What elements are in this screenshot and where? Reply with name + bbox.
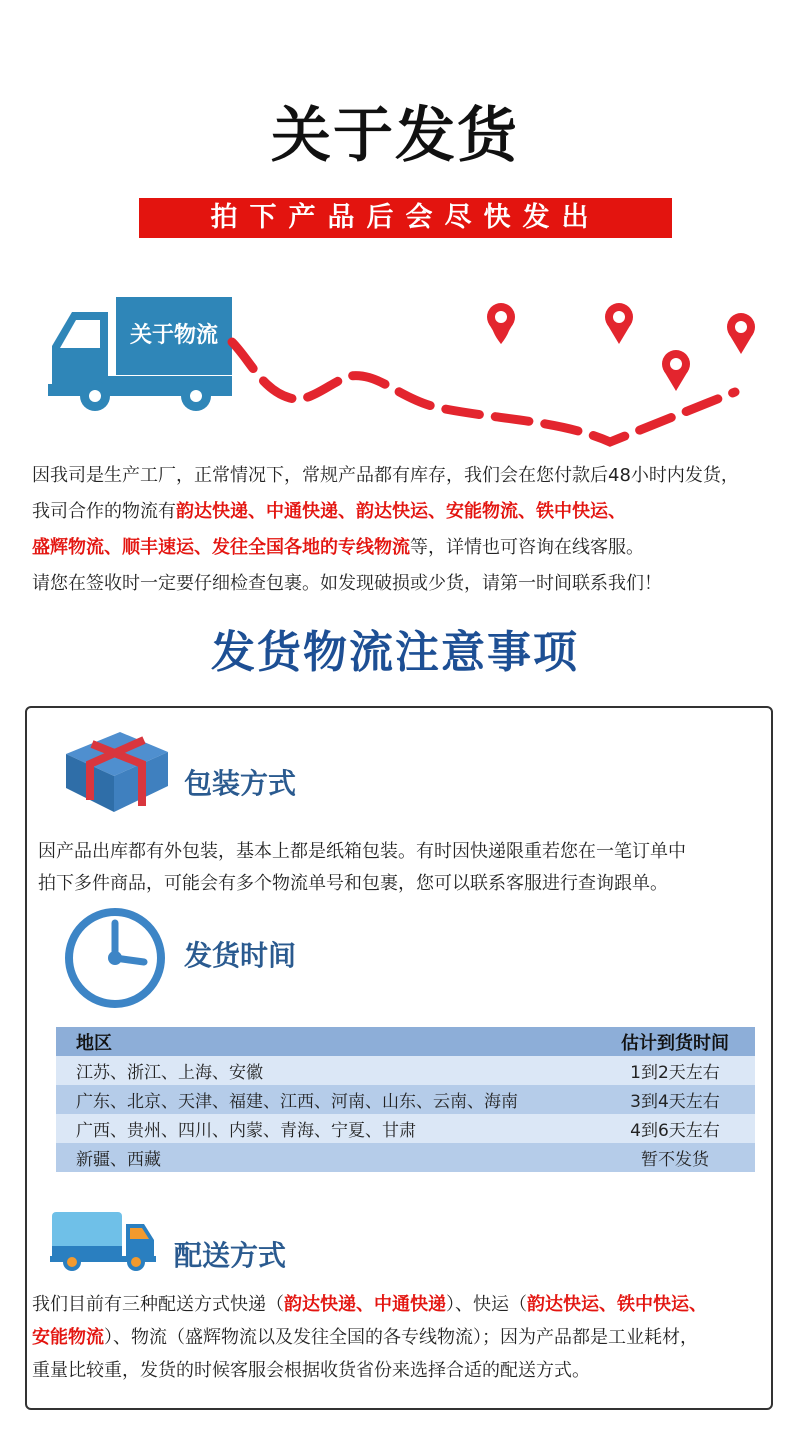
delivery-truck-icon	[48, 1206, 160, 1274]
shipping-method-heading: 配送方式	[174, 1239, 287, 1272]
truck-label: 关于物流	[129, 323, 218, 348]
package-icon	[62, 728, 172, 814]
packaging-text: 因产品出库都有外包装，基本上都是纸箱包装。有时因快递限重若您在一笔订单中 拍下多件商品，可能会有多个物流单号和包裹，您可以联系客服进行查询跟单。	[38, 841, 686, 894]
table-row: 广东、北京、天津、福建、江西、河南、山东、云南、海南 3到4天左右	[56, 1085, 755, 1114]
intro-line: 我司合作的物流有韵达快递、中通快递、韵达快运、安能物流、铁中快运、	[32, 501, 626, 522]
route-path	[232, 342, 735, 442]
clock-icon	[62, 905, 168, 1011]
intro-line: 因我司是生产工厂，正常情况下，常规产品都有库存，我们会在您付款后48小时内发货，	[32, 465, 739, 486]
page-title: 关于发货	[271, 101, 519, 171]
banner: 拍下产品后会尽快发出	[139, 198, 672, 238]
partner-list: 盛辉物流、顺丰速运、发往全国各地的专线物流	[32, 537, 410, 558]
table-row: 江苏、浙江、上海、安徽 1到2天左右	[56, 1056, 755, 1085]
column-header-region: 地区	[56, 1027, 595, 1056]
delivery-time-heading: 发货时间	[184, 939, 297, 972]
packaging-heading: 包装方式	[184, 767, 297, 800]
intro-line: 请您在签收时一定要仔细检查包裹。如发现破损或少货，请第一时间联系我们！	[32, 573, 662, 594]
delivery-time-table	[56, 1027, 755, 1172]
table-row: 新疆、西藏 暂不发货	[56, 1143, 755, 1172]
table-row: 广西、贵州、四川、内蒙、青海、宁夏、甘肃 4到6天左右	[56, 1114, 755, 1143]
table-header-row	[56, 1027, 755, 1056]
partner-list: 韵达快递、中通快递、韵达快运、安能物流、铁中快运、	[176, 501, 626, 522]
section-title: 发货物流注意事项	[211, 627, 579, 678]
column-header-time: 估计到货时间	[595, 1027, 755, 1056]
shipping-method-text: 我们目前有三种配送方式快递（韵达快递、中通快递）、快运（韵达快运、铁中快运、 安能物流）、物流（盛辉物流以及发往全国的各专线物流）；因为产品都是工业耗材， 重量比较重，发货的时候客服会根据收货省份来选择合适的配送方式。	[32, 1294, 707, 1381]
intro-text	[32, 458, 739, 602]
intro-line: 盛辉物流、顺丰速运、发往全国各地的专线物流等，详情也可咨询在线客服。	[32, 537, 644, 558]
